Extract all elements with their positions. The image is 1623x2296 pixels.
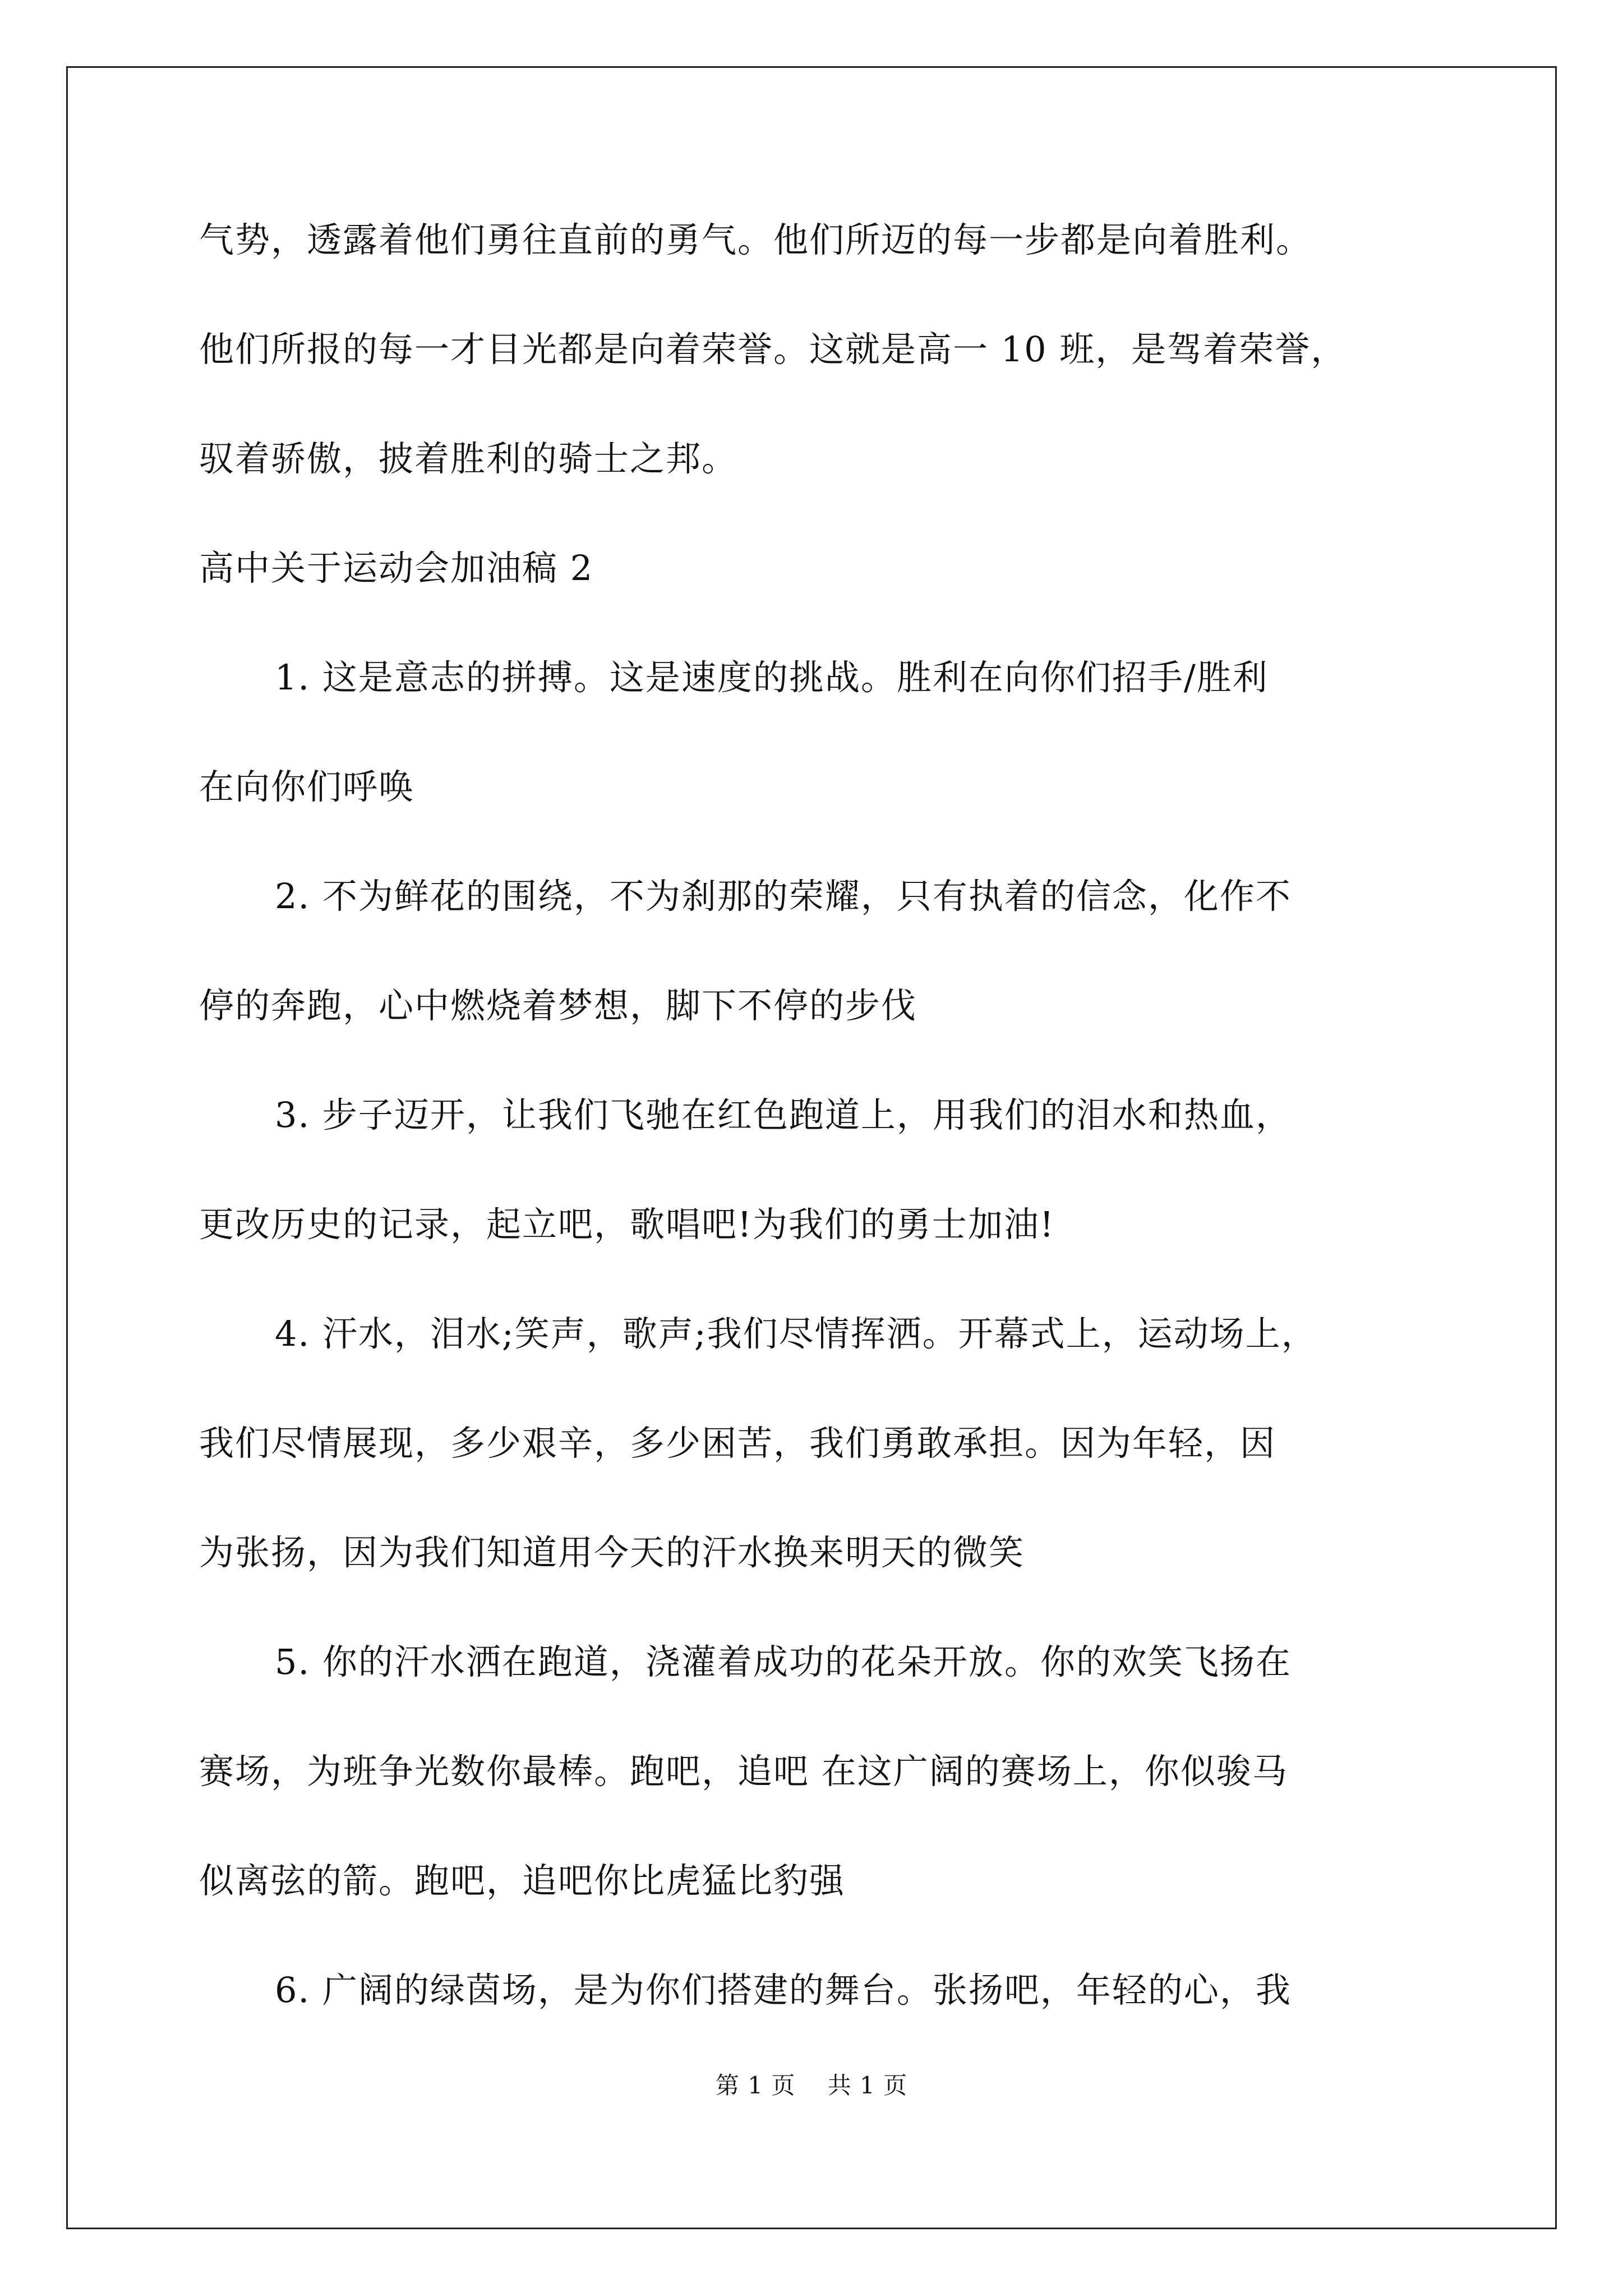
text-line: 为张扬，因为我们知道用今天的汗水换来明天的微笑 xyxy=(199,1532,1025,1573)
text-line: 停的奔跑，心中燃烧着梦想，脚下不停的步伐 xyxy=(199,985,917,1026)
text-line: 他们所报的每一才目光都是向着荣誉。这就是高一 10 班，是驾着荣誉， xyxy=(199,329,1347,370)
section-heading: 高中关于运动会加油稿 2 xyxy=(199,547,594,588)
text-line: 气势，透露着他们勇往直前的勇气。他们所迈的每一步都是向着胜利。 xyxy=(199,219,1312,260)
text-line: 驭着骄傲，披着胜利的骑士之邦。 xyxy=(199,438,738,479)
list-item: 1. 这是意志的拼搏。这是速度的挑战。胜利在向你们招手/胜利 xyxy=(275,657,1269,698)
text-line: 赛场，为班争光数你最棒。跑吧，追吧 在这广阔的赛场上，你似骏马 xyxy=(199,1751,1288,1792)
text-line: 在向你们呼唤 xyxy=(199,766,415,807)
list-item: 2. 不为鲜花的围绕，不为刹那的荣耀，只有执着的信念，化作不 xyxy=(275,876,1292,917)
text-line: 我们尽情展现，多少艰辛，多少困苦，我们勇敢承担。因为年轻，因 xyxy=(199,1423,1276,1464)
list-item: 6. 广阔的绿茵场，是为你们搭建的舞台。张扬吧，年轻的心，我 xyxy=(275,1970,1292,2010)
list-item: 4. 汗水，泪水;笑声，歌声;我们尽情挥洒。开幕式上，运动场上， xyxy=(275,1313,1317,1354)
text-line: 更改历史的记录，起立吧，歌唱吧!为我们的勇士加油! xyxy=(199,1204,1055,1245)
list-item: 3. 步子迈开，让我们飞驰在红色跑道上，用我们的泪水和热血， xyxy=(275,1094,1292,1135)
text-line: 似离弦的箭。跑吧，追吧你比虎猛比豹强 xyxy=(199,1860,846,1901)
page-border xyxy=(66,66,1557,2229)
list-item: 5. 你的汗水洒在跑道，浇灌着成功的花朵开放。你的欢笑飞扬在 xyxy=(275,1641,1292,1682)
page-footer: 第 1 页 共 1 页 xyxy=(715,2072,908,2099)
